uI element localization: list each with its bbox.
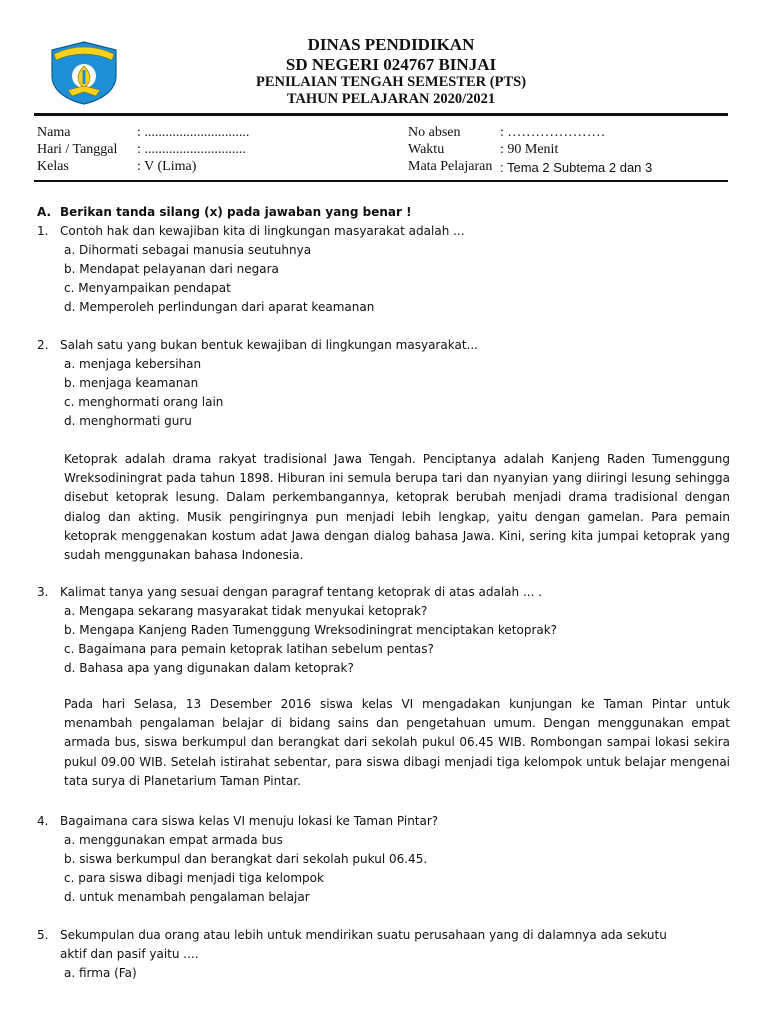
- label-hari-tanggal: Hari / Tanggal: [37, 142, 118, 157]
- heading-exam: PENILAIAN TENGAH SEMESTER (PTS): [255, 74, 527, 90]
- section-letter: A.: [37, 205, 52, 219]
- section-instruction: Berikan tanda silang (x) pada jawaban yang benar !: [60, 205, 412, 219]
- option-a[interactable]: a. menjaga kebersihan: [64, 357, 202, 371]
- question-text-continued: aktif dan pasif yaitu ....: [60, 947, 199, 961]
- label-waktu: Waktu: [408, 142, 445, 157]
- option-d[interactable]: d. untuk menambah pengalaman belajar: [64, 890, 310, 904]
- question-text: Salah satu yang bukan bentuk kewajiban di lingkungan masyarakat...: [60, 338, 478, 352]
- heading-dinas: DINAS PENDIDIKAN: [307, 35, 475, 54]
- option-b[interactable]: b. Mendapat pelayanan dari negara: [64, 262, 279, 276]
- value-waktu: : 90 Menit: [500, 142, 559, 157]
- option-c[interactable]: c. Bagaimana para pemain ketoprak latihan sebelum pentas?: [64, 642, 434, 656]
- reading-passage-ketoprak: Ketoprak adalah drama rakyat tradisional Jawa Tengah. Penciptanya adalah Kanjeng Raden Tumenggung Wreksodiningrat pada tahun 1898. Hiburan ini semula berupa tari dan nyanyian yang diiringi lesung sehingga disebut ketoprak lesung. Dalam perkembangannya, ketoprak berubah menjadi drama tradisional dengan dialog dan akting. Musik pengiringnya pun menjadi lebih lengkap, yaitu dengan gamelan. Para pemain ketoprak menggenakan kostum adat Jawa dengan dialog bahasa Jawa. Kini, sering kita jumpai ketoprak yang sudah menggunakan bahasa Indonesia.: [64, 452, 730, 563]
- question-text: Sekumpulan dua orang atau lebih untuk mendirikan suatu perusahaan yang di dalamnya ada sekutu: [60, 928, 667, 942]
- reading-passage-taman-pintar: Pada hari Selasa, 13 Desember 2016 siswa kelas VI mengadakan kunjungan ke Taman Pintar untuk menambah pengalaman belajar di bidang sains dan pengetahuan umum. Dengan menggunakan empat armada bus, siswa berkumpul dan berangkat dari sekolah pukul 06.45 WIB. Rombongan sampai lokasi sekira pukul 09.00 WIB. Setelah istirahat sebentar, para siswa dibagi menjadi tiga kelompok untuk belajar mengenai tata surya di Planetarium Taman Pintar.: [64, 697, 730, 788]
- option-a[interactable]: a. menggunakan empat armada bus: [64, 833, 283, 847]
- option-c[interactable]: c. menghormati orang lain: [64, 395, 224, 409]
- option-b[interactable]: b. Mengapa Kanjeng Raden Tumenggung Wreksodiningrat menciptakan ketoprak?: [64, 623, 558, 637]
- question-number: 2.: [37, 338, 49, 352]
- option-b[interactable]: b. siswa berkumpul dan berangkat dari sekolah pukul 06.45.: [64, 852, 428, 866]
- label-kelas: Kelas: [37, 159, 69, 174]
- label-mata-pelajaran: Mata Pelajaran: [408, 159, 493, 174]
- question-text: Bagaimana cara siswa kelas VI menuju lokasi ke Taman Pintar?: [60, 814, 439, 828]
- question-number: 4.: [37, 814, 49, 828]
- option-a[interactable]: a. Dihormati sebagai manusia seutuhnya: [64, 243, 312, 257]
- question-text: Contoh hak dan kewajiban kita di lingkungan masyarakat adalah ...: [60, 224, 465, 238]
- option-c[interactable]: c. para siswa dibagi menjadi tiga kelompok: [64, 871, 324, 885]
- option-d[interactable]: d. Memperoleh perlindungan dari aparat keamanan: [64, 300, 375, 314]
- heading-year: TAHUN PELAJARAN 2020/2021: [286, 91, 496, 107]
- question-number: 5.: [37, 928, 49, 942]
- field-hari-tanggal[interactable]: : .............................: [137, 142, 246, 157]
- field-no-absen[interactable]: : …………………: [500, 125, 606, 140]
- question-text: Kalimat tanya yang sesuai dengan paragraf tentang ketoprak di atas adalah ... .: [60, 585, 543, 599]
- value-mata-pelajaran: : Tema 2 Subtema 2 dan 3: [500, 160, 653, 175]
- option-c[interactable]: c. Menyampaikan pendapat: [64, 281, 231, 295]
- header-divider: [34, 113, 728, 116]
- heading-school: SD NEGERI 024767 BINJAI: [285, 55, 497, 74]
- label-no-absen: No absen: [408, 125, 461, 140]
- info-divider: [34, 180, 728, 182]
- field-nama[interactable]: : ..............................: [137, 125, 250, 140]
- option-b[interactable]: b. menjaga keamanan: [64, 376, 199, 390]
- option-a[interactable]: a. Mengapa sekarang masyarakat tidak menyukai ketoprak?: [64, 604, 428, 618]
- question-number: 1.: [37, 224, 49, 238]
- option-d[interactable]: d. menghormati guru: [64, 414, 192, 428]
- option-a[interactable]: a. firma (Fa): [64, 966, 137, 980]
- option-d[interactable]: d. Bahasa apa yang digunakan dalam ketoprak?: [64, 661, 354, 675]
- label-nama: Nama: [37, 125, 71, 140]
- question-number: 3.: [37, 585, 49, 599]
- value-kelas: : V (Lima): [137, 159, 197, 174]
